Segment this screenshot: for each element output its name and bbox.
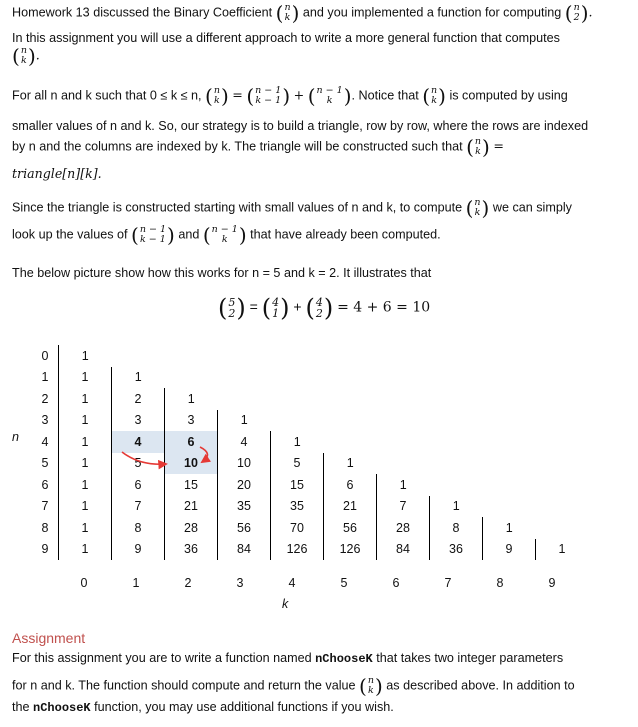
empty-cell [430,345,483,367]
binom-n-k: ( n k ) [466,135,490,159]
empty-cell [483,474,536,496]
empty-cell [112,345,165,367]
triangle-row [32,431,588,453]
empty-cell [430,410,483,432]
lookup-line-2: look up the values of ( n − 1 k − 1 ) and ( n − 1 k ) that have already been computed. [12,223,441,247]
triangle-cell: 1 [59,453,112,475]
triangle-cell: 1 [218,410,271,432]
binom-n-k: ( n k ) [205,84,229,108]
triangle-cell: 56 [218,517,271,539]
col-index: 0 [80,576,88,590]
empty-cell [536,496,589,518]
empty-cell [483,388,536,410]
empty-cell [324,431,377,453]
triangle-cell: 15 [165,474,218,496]
binom-n-k: ( n k ) [12,44,36,68]
empty-cell [483,431,536,453]
triangle-cell: 35 [271,496,324,518]
empty-cell [165,367,218,389]
example-line: The below picture show how this works for n = 5 and k = 2. It illustrates that [12,266,432,280]
triangle-row [32,496,588,518]
triangle-cell: 1 [59,367,112,389]
binom-nm1-k: ( n − 1 k ) [307,84,352,108]
empty-cell [483,410,536,432]
empty-cell [324,345,377,367]
k-axis-label: k [282,597,289,611]
assignment-heading: Assignment [12,630,86,646]
empty-cell [536,517,589,539]
empty-cell [271,367,324,389]
empty-cell [218,367,271,389]
pascal-triangle [32,345,588,560]
triangle-cell: 21 [165,496,218,518]
binom-4-2: ( 4 2 ) [305,294,334,322]
recurrence-line-2: smaller values of n and k. So, our strategy is to build a triangle, row by row, where the rows are indexed [12,119,589,133]
triangle-cell: 1 [59,517,112,539]
triangle-cell: 7 [377,496,430,518]
recurrence-line-1: For all n and k such that 0 ≤ k ≤ n, ( n k ) = ( n − 1 k − 1 ) + ( n − 1 k ) . Notice that ( n k ) is computed by using [12,84,568,108]
intro-line-2: In this assignment you will use a different approach to write a more general function that computes [12,31,560,45]
triangle-cell: 28 [165,517,218,539]
empty-cell [324,367,377,389]
triangle-cell: 15 [271,474,324,496]
binom-n-k: ( n k ) [359,674,383,698]
triangle-cell: 1 [165,388,218,410]
empty-cell [483,496,536,518]
col-index: 2 [184,576,192,590]
row-index: 3 [41,413,49,428]
empty-cell [536,367,589,389]
empty-cell [377,388,430,410]
triangle-cell: 1 [483,517,536,539]
triangle-cell: 1 [324,453,377,475]
binom-nm1-km1: ( n − 1 k − 1 ) [246,84,291,108]
triangle-row [32,410,588,432]
assignment-line-3: the nChooseK function, you may use additional functions if you wish. [12,700,394,715]
triangle-cell: 9 [483,539,536,561]
intro-line-3: ( n k ) . [12,44,40,68]
empty-cell [165,345,218,367]
empty-cell [483,453,536,475]
triangle-cell: 36 [165,539,218,561]
triangle-cell: 1 [59,474,112,496]
empty-cell [430,453,483,475]
empty-cell [536,431,589,453]
binom-n-k: ( n k ) [465,196,490,220]
triangle-row [32,388,588,410]
triangle-cell: 21 [324,496,377,518]
triangle-cell: 6 [324,474,377,496]
empty-cell [536,453,589,475]
triangle-cell: 126 [324,539,377,561]
col-index: 4 [288,576,296,590]
triangle-cell: 84 [377,539,430,561]
triangle-cell: 4 [112,431,165,453]
empty-cell [483,367,536,389]
triangle-cell: 6 [112,474,165,496]
col-index: 8 [496,576,504,590]
triangle-cell: 1 [59,410,112,432]
row-index: 8 [41,520,49,535]
triangle-cell: 35 [218,496,271,518]
triangle-cell: 1 [271,431,324,453]
empty-cell [218,388,271,410]
triangle-cell: 1 [59,496,112,518]
empty-cell [536,345,589,367]
row-index: 5 [41,456,49,471]
binom-5-2: ( 5 2 ) [218,294,246,322]
empty-cell [430,474,483,496]
triangle-cell: 1 [377,474,430,496]
n-axis-label: n [12,430,20,444]
row-index: 7 [41,499,49,514]
triangle-cell: 10 [218,453,271,475]
empty-cell [218,345,271,367]
binom-4-1: ( 4 1 ) [261,294,290,322]
triangle-cell: 5 [271,453,324,475]
triangle-cell: 1 [59,388,112,410]
triangle-cell: 4 [218,431,271,453]
triangle-cell: 3 [112,410,165,432]
triangle-cell: 1 [59,539,112,561]
empty-cell [271,388,324,410]
recurrence-line-4: triangle[n][k]. [12,166,102,181]
triangle-cell: 2 [112,388,165,410]
empty-cell [324,388,377,410]
triangle-cell: 28 [377,517,430,539]
triangle-cell: 1 [430,496,483,518]
triangle-cell: 5 [112,453,165,475]
triangle-row [32,474,588,496]
triangle-cell: 1 [112,367,165,389]
col-index: 3 [236,576,244,590]
lookup-line-1: Since the triangle is constructed starting with small values of n and k, to compute ( n k ) we can simply [12,196,572,220]
empty-cell [483,345,536,367]
col-index: 6 [392,576,400,590]
triangle-cell: 36 [430,539,483,561]
empty-cell [377,453,430,475]
col-index: 5 [340,576,348,590]
triangle-cell: 1 [59,431,112,453]
row-index: 4 [41,434,49,449]
triangle-cell: 10 [165,453,218,475]
triangle-cell: 8 [430,517,483,539]
empty-cell [430,388,483,410]
row-index: 9 [41,542,49,557]
triangle-cell: 1 [536,539,589,561]
triangle-cell: 9 [112,539,165,561]
empty-cell [430,431,483,453]
triangle-cell: 7 [112,496,165,518]
function-name: nChooseK [33,701,91,715]
triangle-cell: 70 [271,517,324,539]
function-name: nChooseK [315,652,373,666]
triangle-row [32,367,588,389]
empty-cell [377,431,430,453]
empty-cell [536,388,589,410]
row-index: 6 [41,477,49,492]
triangle-row [32,453,588,475]
empty-cell [377,345,430,367]
triangle-row [32,517,588,539]
binom-n-k: ( n k ) [422,84,446,108]
empty-cell [536,474,589,496]
triangle-cell: 3 [165,410,218,432]
col-index: 1 [132,576,140,590]
triangle-cell: 84 [218,539,271,561]
empty-cell [430,367,483,389]
triangle-cell: 20 [218,474,271,496]
intro-line-1: Homework 13 discussed the Binary Coefficient ( n k ) and you implemented a function for computing ( n 2 ) . [12,1,593,25]
binom-n-k: ( n k ) [275,1,300,25]
example-equation: ( 5 2 ) = ( 4 1 ) + ( 4 2 ) = 4 + 6 = 10 [218,294,431,322]
row-index: 2 [41,391,49,406]
recurrence-line-3: by n and the columns are indexed by k. The triangle will be constructed such that ( n k ) = [12,135,504,159]
binom-nm1-km1: ( n − 1 k − 1 ) [131,223,175,247]
assignment-line-2: for n and k. The function should compute and return the value ( n k ) as described above. In addition to [12,674,575,698]
col-index: 9 [548,576,556,590]
triangle-cell: 8 [112,517,165,539]
triangle-cell: 56 [324,517,377,539]
triangle-cell: 6 [165,431,218,453]
empty-cell [271,345,324,367]
row-index: 1 [41,370,49,385]
triangle-cell: 1 [59,345,112,367]
triangle-row [32,345,588,367]
empty-cell [377,410,430,432]
row-index: 0 [41,348,49,363]
binom-nm1-k: ( n − 1 k ) [202,223,247,247]
col-index: 7 [444,576,452,590]
empty-cell [377,367,430,389]
triangle-cell: 126 [271,539,324,561]
triangle-row [32,539,588,561]
assignment-line-1: For this assignment you are to write a function named nChooseK that takes two integer parameters [12,651,564,666]
binom-n-2: ( n 2 ) [564,1,589,25]
empty-cell [536,410,589,432]
empty-cell [324,410,377,432]
empty-cell [271,410,324,432]
